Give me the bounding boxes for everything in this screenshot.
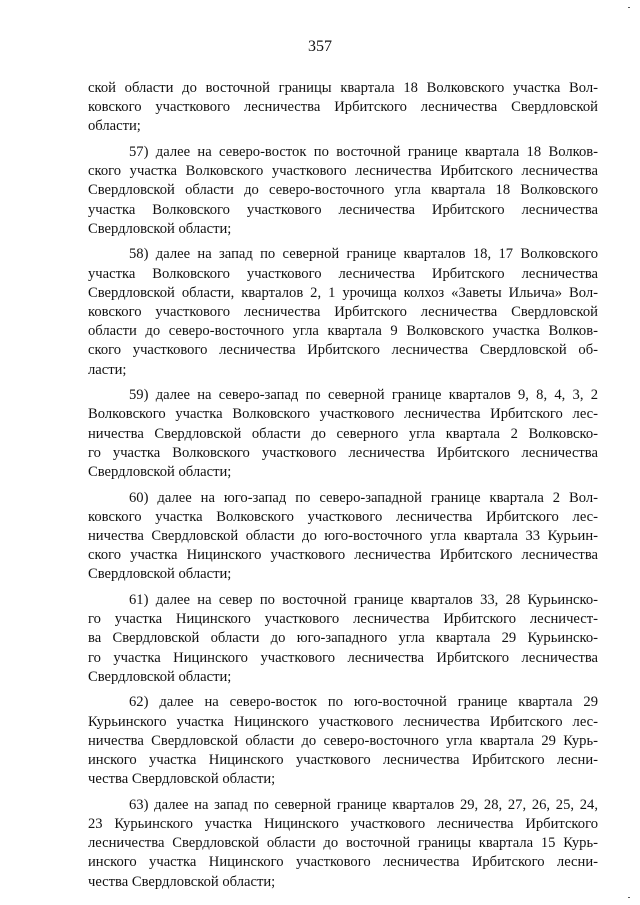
document-body <box>88 79 598 898</box>
text-line: ничества Свердловской области до юго-восточного угла квартала 33 Курьин- <box>88 528 598 545</box>
text-line: ковского участкового лесничества Ирбитского лесничества Свердловской <box>88 304 598 321</box>
text-line: 62) далее на северо-восток по юго-восточной границе квартала 29 <box>129 694 598 711</box>
paragraph <box>88 79 598 137</box>
text-line: ской области до восточной границы квартала 18 Волковского участка Вол- <box>88 80 598 96</box>
text-line: го участка Ницинского участкового лесничества Ирбитского лесничест- <box>88 611 598 628</box>
text-line: Волковского участка Волковского участкового лесничества Ирбитского лес- <box>88 406 598 423</box>
text-line: 59) далее на северо-запад по северной границе кварталов 9, 8, 4, 3, 2 <box>129 387 598 404</box>
text-line: Свердловской области; <box>88 668 232 685</box>
text-line: области до северо-восточного угла квартала 9 Волковского участка Волков- <box>88 323 598 340</box>
text-line: лесничества Свердловской области до восточной границы квартала 15 Курь- <box>88 835 598 852</box>
page-number: 357 <box>308 38 332 55</box>
text-line: го участка Ницинского участкового лесничества Ирбитского лесничества <box>88 649 598 666</box>
text-line: ва Свердловской области до юго-западного угла квартала 29 Курьинско- <box>88 630 598 647</box>
text-line: Свердловской области; <box>88 464 232 481</box>
text-line: ского участка Волковского участкового лесничества Ирбитского лесничества <box>88 163 598 180</box>
paragraph <box>88 796 598 892</box>
text-line: ского участка Ницинского участкового лесничества Ирбитского лесничества <box>88 547 598 564</box>
text-line: Свердловской области, кварталов 2, 1 урочища колхоз «Заветы Ильича» Вол- <box>88 284 598 301</box>
text-line: 57) далее на северо-восток по восточной границе квартала 18 Волков- <box>129 144 598 160</box>
text-line: 60) далее на юго-запад по северо-западной границе квартала 2 Вол- <box>129 489 598 506</box>
text-line: участка Волковского участкового лесничества Ирбитского лесничества <box>88 201 598 218</box>
text-line: чества Свердловской области; <box>88 771 276 788</box>
text-line: ского участкового лесничества Ирбитского лесничества Свердловской об- <box>88 342 598 359</box>
paragraph <box>88 489 598 585</box>
text-line: ничества Свердловской области до северного угла квартала 2 Волковско- <box>88 425 598 442</box>
text-line: области; <box>88 118 141 135</box>
text-line: 23 Курьинского участка Ницинского участкового лесничества Ирбитского <box>88 816 598 833</box>
text-line: чества Свердловской области; <box>88 873 276 890</box>
text-line: го участка Волковского участкового лесничества Ирбитского лесничества <box>88 444 598 461</box>
text-line: инского участка Ницинского участкового лесничества Ирбитского лесни- <box>88 854 598 871</box>
paragraph <box>88 143 598 239</box>
paragraph <box>88 245 598 379</box>
text-line: ничества Свердловской области до северо-восточного угла квартала 29 Курь- <box>88 732 598 749</box>
text-line: 63) далее на запад по северной границе кварталов 29, 28, 27, 26, 25, 24, <box>129 796 598 813</box>
text-line: ласти; <box>88 361 127 378</box>
text-line: Свердловской области до северо-восточного угла квартала 18 Волковского <box>88 182 598 199</box>
text-line: Курьинского участка Ницинского участкового лесничества Ирбитского лес- <box>88 713 598 730</box>
text-line: Свердловской области; <box>88 220 232 237</box>
paragraph <box>88 591 598 687</box>
text-line: Свердловской области; <box>88 566 232 583</box>
text-line: инского участка Ницинского участкового лесничества Ирбитского лесни- <box>88 752 598 769</box>
text-line: ковского участка Волковского участкового лесничества Ирбитского лес- <box>88 508 598 525</box>
scan-mark <box>628 7 630 8</box>
paragraph <box>88 693 598 789</box>
text-line: 61) далее на север по восточной границе кварталов 33, 28 Курьинско- <box>129 592 598 609</box>
text-line: 58) далее на запад по северной границе кварталов 18, 17 Волковского <box>129 246 598 263</box>
text-line: участка Волковского участкового лесничества Ирбитского лесничества <box>88 265 598 282</box>
paragraph <box>88 386 598 482</box>
text-line: ковского участкового лесничества Ирбитского лесничества Свердловской <box>88 99 598 116</box>
scan-mark <box>628 897 630 898</box>
